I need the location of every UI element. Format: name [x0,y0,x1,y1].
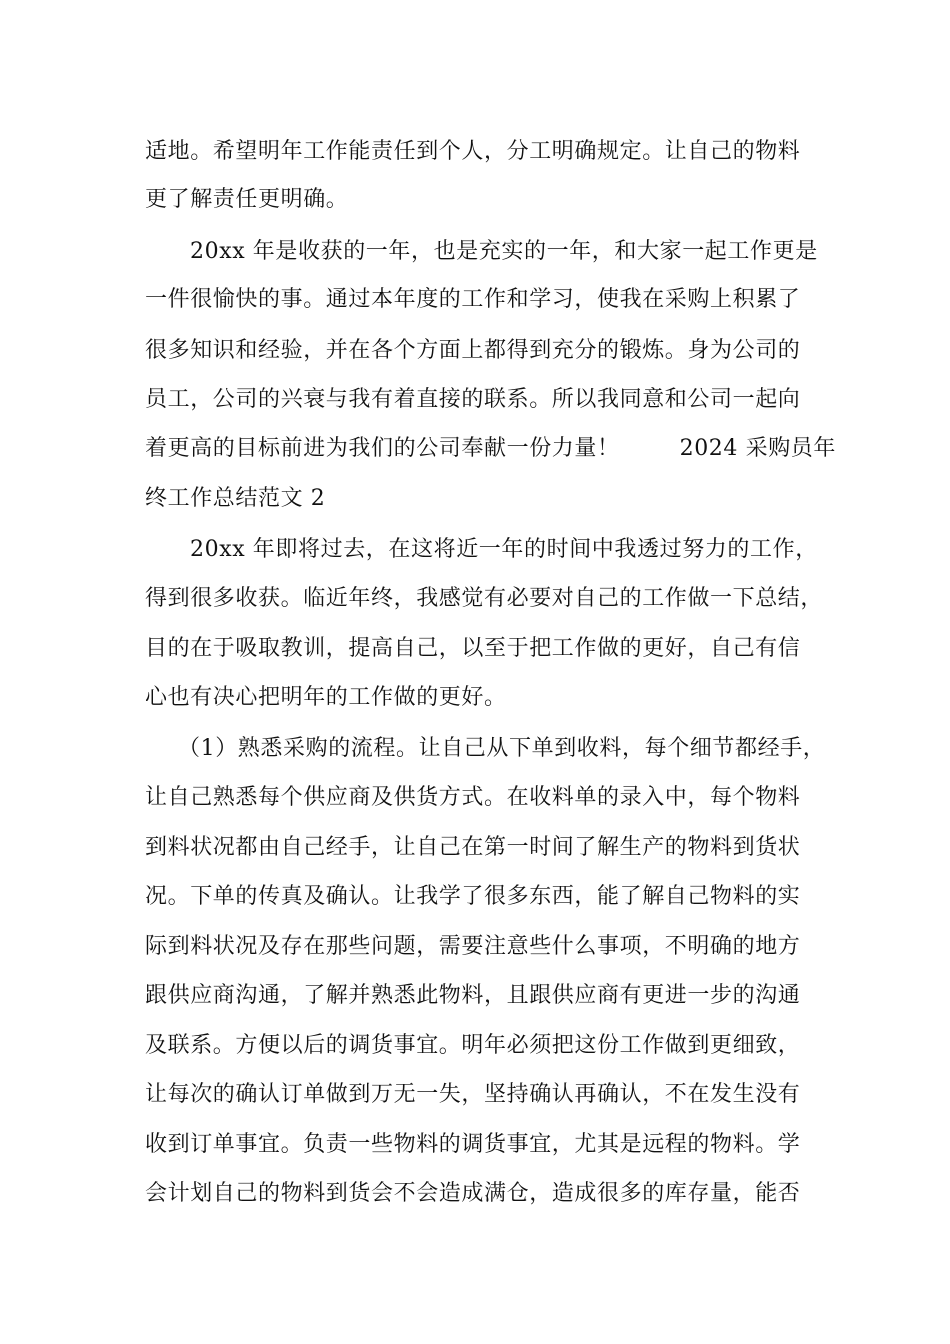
paragraph-2-line-1: 20xx 年是收获的一年，也是充实的一年，和大家一起工作更是 [190,239,818,264]
paragraph-2-line-3: 很多知识和经验，并在各个方面上都得到充分的锻炼。身为公司的 [145,338,801,363]
paragraph-3-line-3: 目的在于吸取教训，提高自己，以至于把工作做的更好，自己有信 [145,636,801,661]
paragraph-4-line-7: 及联系。方便以后的调货事宜。明年必须把这份工作做到更细致， [145,1033,801,1058]
paragraph-4-line-9: 收到订单事宜。负责一些物料的调货事宜，尤其是远程的物料。学 [145,1132,801,1157]
paragraph-4-line-1: （1）熟悉采购的流程。让自己从下单到收料，每个细节都经手， [178,736,826,761]
paragraph-2-line-5 [145,434,836,464]
section-heading: 2024 采购员年 [679,436,836,461]
paragraph-4-line-3: 到料状况都由自己经手，让自己在第一时间了解生产的物料到货状 [145,835,801,860]
section-heading-continuation: 终工作总结范文 2 [145,486,326,511]
paragraph-3-line-1: 20xx 年即将过去，在这将近一年的时间中我透过努力的工作， [190,537,818,562]
paragraph-4-line-10: 会计划自己的物料到货会不会造成满仓，造成很多的库存量，能否 [145,1181,801,1206]
paragraph-2-line-4: 员工，公司的兴衰与我有着直接的联系。所以我同意和公司一起向 [145,387,801,412]
paragraph-4-line-8: 让每次的确认订单做到万无一失，坚持确认再确认，不在发生没有 [145,1082,801,1107]
paragraph-3-line-4: 心也有决心把明年的工作做的更好。 [145,685,507,710]
paragraph-3-line-2: 得到很多收获。临近年终，我感觉有必要对自己的工作做一下总结， [145,586,824,611]
paragraph-4-line-4: 况。下单的传真及确认。让我学了很多东西，能了解自己物料的实 [145,884,801,909]
paragraph-2-line-2: 一件很愉快的事。通过本年度的工作和学习，使我在采购上积累了 [145,287,801,312]
paragraph-4-line-5: 际到料状况及存在那些问题，需要注意些什么事项，不明确的地方 [145,934,801,959]
paragraph-1-line-1: 适地。希望明年工作能责任到个人，分工明确规定。让自己的物料 [145,139,801,164]
paragraph-4-line-2: 让自己熟悉每个供应商及供货方式。在收料单的录入中，每个物料 [145,785,801,810]
paragraph-2-last-text: 着更高的目标前进为我们的公司奉献一份力量！ [145,436,620,461]
paragraph-1-line-2: 更了解责任更明确。 [145,187,349,212]
paragraph-4-line-6: 跟供应商沟通，了解并熟悉此物料，且跟供应商有更进一步的沟通 [145,983,801,1008]
